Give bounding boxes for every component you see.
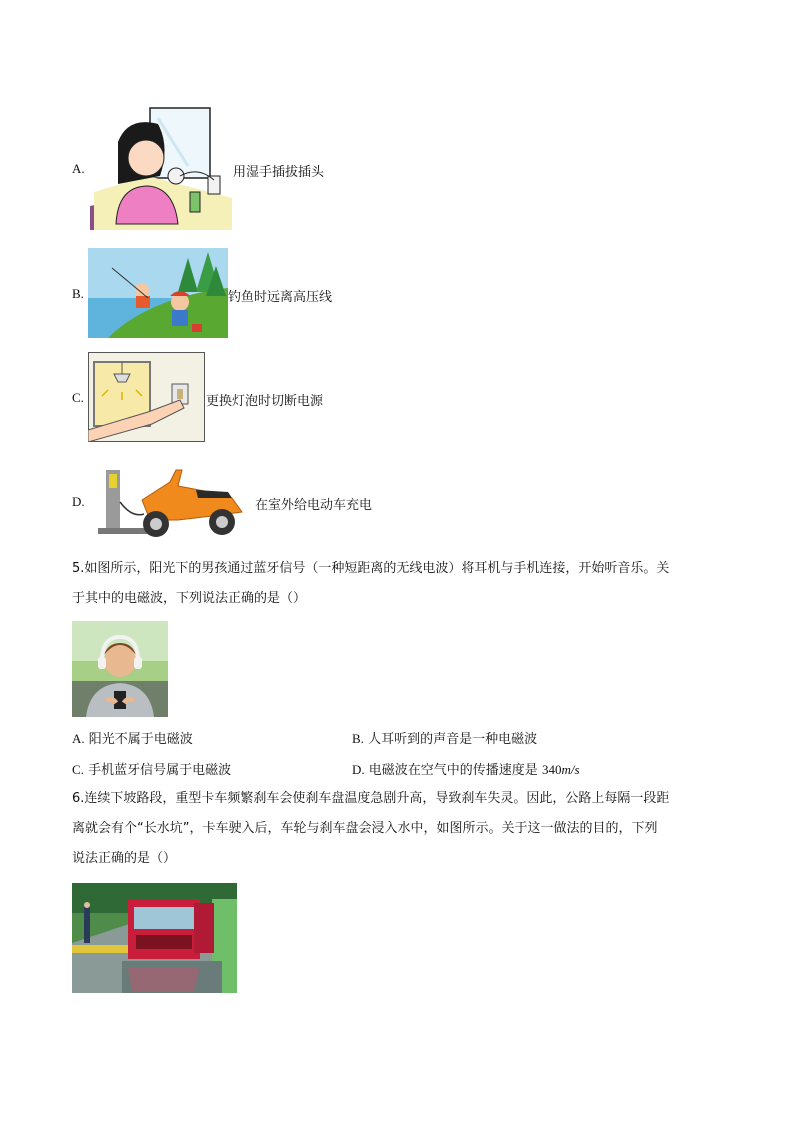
option-c-text: 更换灯泡时切断电源 — [206, 394, 324, 409]
q5-option-d-unit: m/s — [561, 762, 580, 777]
q6-stem-line-3: 说法正确的是（） — [72, 851, 177, 866]
q5-option-c-letter: C. — [72, 762, 84, 777]
scooter-charging-image — [92, 462, 246, 544]
boy-headphones-image — [72, 621, 168, 717]
q5-option-d — [352, 759, 580, 778]
q5-stem-line-2: 于其中的电磁波，下列说法正确的是（） — [72, 591, 307, 606]
option-a-text: 用湿手插拔插头 — [233, 165, 325, 180]
truck-water-pit-image — [72, 883, 237, 993]
q5-option-d-letter: D. — [352, 762, 365, 777]
q5-option-d-text: 电磁波在空气中的传播速度是 — [368, 763, 538, 778]
q5-option-a-letter: A. — [72, 731, 85, 746]
q5-option-c-text: 手机蓝牙信号属于电磁波 — [88, 763, 232, 778]
q5-option-a-text: 阳光不属于电磁波 — [88, 732, 193, 747]
option-b-letter: B. — [72, 286, 84, 301]
option-a-letter: A. — [72, 161, 85, 176]
option-d-text: 在室外给电动车充电 — [255, 498, 373, 513]
q5-stem-line-1: 5.如图所示，阳光下的男孩通过蓝牙信号（一种短距离的无线电波）将耳机与手机连接，开始听音乐。关 — [72, 561, 670, 576]
option-b-text: 钓鱼时远离高压线 — [228, 290, 333, 305]
fishing-image — [88, 248, 228, 338]
q5-option-c — [72, 759, 231, 778]
q5-option-b-text: 人耳听到的声音是一种电磁波 — [368, 732, 538, 747]
q6-stem-line-2: 离就会有个“长水坑”，卡车驶入后，车轮与刹车盘会浸入水中，如图所示。关于这一做法的目的，下列 — [72, 821, 658, 836]
switch-off-power-image — [88, 352, 205, 442]
wet-hands-plug-image — [88, 106, 232, 230]
q5-option-d-value: 340 — [541, 762, 562, 777]
option-d-letter: D. — [72, 494, 85, 509]
option-c-letter: C. — [72, 390, 84, 405]
q5-option-b-letter: B. — [352, 731, 364, 746]
q6-stem-line-1: 6.连续下坡路段，重型卡车频繁刹车会使刹车盘温度急剧升高，导致刹车失灵。因此，公路上每隔一段距 — [72, 791, 670, 806]
q5-option-a — [72, 728, 193, 747]
q5-option-b — [352, 728, 537, 747]
